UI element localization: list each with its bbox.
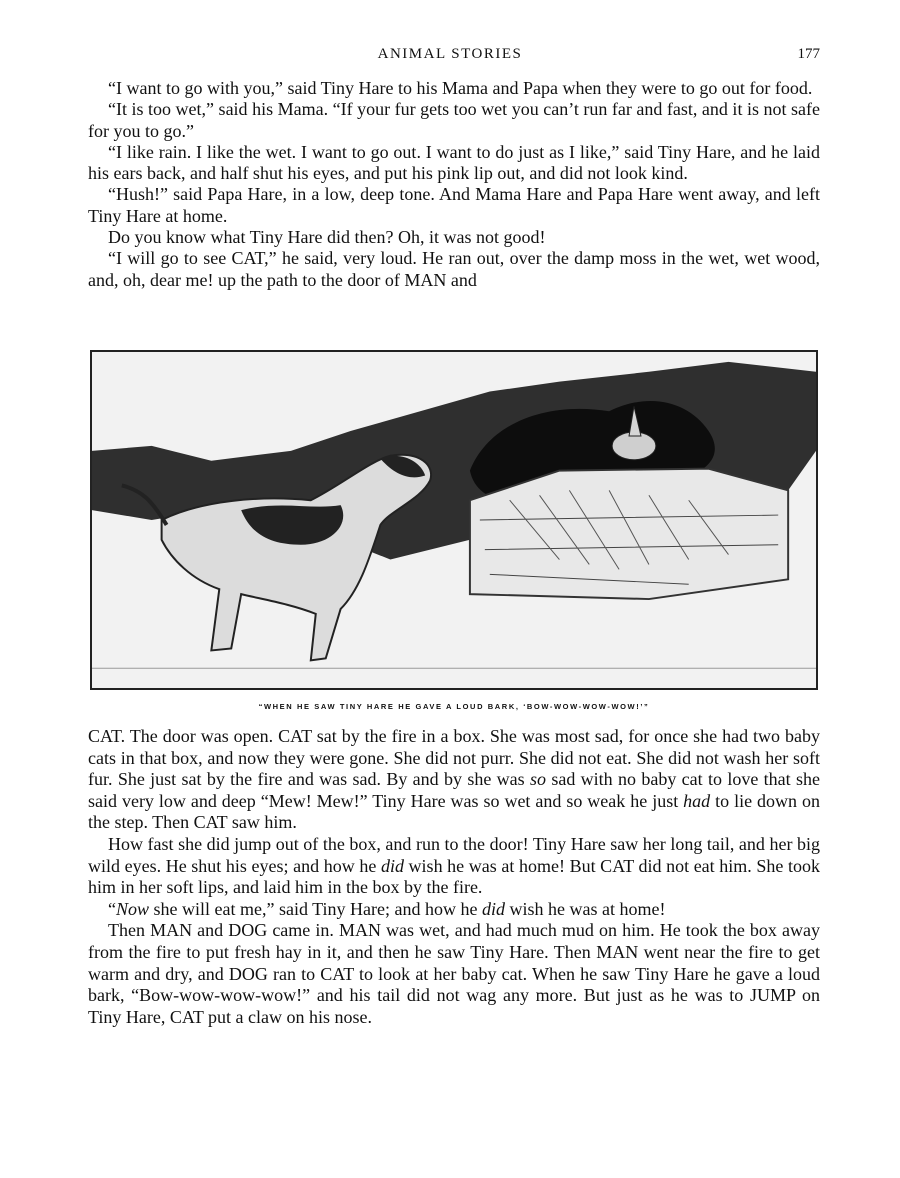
text-run: sad with no baby cat to love that she said very low and deep “Mew! Mew!” Tiny Hare was so wet and so weak he just [88, 769, 820, 811]
text-run: How fast she did jump out of the box, and run to the door! Tiny Hare saw her long tail, and her big wild eyes. He shut his eyes; and how he [88, 833, 820, 876]
illustration-drawing [92, 352, 816, 688]
emphasis: had [683, 790, 711, 811]
paragraph: “I want to go with you,” said Tiny Hare to his Mama and Papa when they were to go out for food. [108, 78, 813, 98]
paragraph: “Hush!” said Papa Hare, in a low, deep tone. And Mama Hare and Papa Hare went away, and left Tiny Hare at home. [88, 184, 820, 226]
paragraph: “It is too wet,” said his Mama. “If your fur gets too wet you can’t run far and fast, and it is not safe for you to go.” [88, 99, 820, 141]
text-run: CAT. The door was open. CAT sat by the fire in a box. She was most sad, for once she had two baby cats in that box, and now they were gone. She did not purr. She did not eat. She did not wash her soft fur. She just sat by the fire and was sad. By and by she was [88, 726, 820, 790]
text-run: to lie down on the step. Then CAT saw him. [88, 790, 820, 833]
paragraph: “I like rain. I like the wet. I want to go out. I want to do just as I like,” said Tiny Hare, and he laid his ears back, and half shut his eyes, and put his pink lip out, and did not look kind. [88, 141, 820, 184]
bottom-text-block [88, 726, 820, 1028]
emphasis: did [380, 855, 404, 876]
paragraph: Then MAN and DOG came in. MAN was wet, and had much mud on him. He took the box away from the fire to put fresh hay in it, and then he saw Tiny Hare. Then MAN went near the fire to get warm and dry, and DOG ran to CAT to look at her baby cat. When he saw Tiny Hare he gave a loud bark, “Bow-wow-wow-wow!” and his tail did not wag any more. But just as he was to JUMP on Tiny Hare, CAT put a claw on his nose. [88, 920, 820, 1027]
running-title: ANIMAL STORIES [377, 46, 523, 62]
text-run: wish he was at home! [504, 898, 666, 919]
illustration-dog-cat-hare [90, 350, 818, 690]
paragraph [88, 726, 820, 834]
paragraph: “I will go to see CAT,” he said, very loud. He ran out, over the damp moss in the wet, wet wood, and, oh, dear me! up the path to the door of MAN and [88, 248, 820, 290]
top-text-block [88, 78, 820, 291]
illustration-caption: “WHEN HE SAW TINY HARE HE GAVE A LOUD BARK, ‘BOW-WOW-WOW-WOW!’” [258, 702, 650, 711]
text-run: wish he was at home! But CAT did not eat him. She took him in her soft lips, and laid him in the box by the fire. [88, 855, 820, 898]
text-run: “ [108, 898, 116, 919]
paragraph [88, 899, 820, 921]
paragraph: Do you know what Tiny Hare did then? Oh, it was not good! [108, 227, 546, 248]
emphasis: so [529, 769, 546, 790]
page-number: 177 [797, 46, 820, 62]
paragraph [88, 834, 820, 899]
text-run: she will eat me,” said Tiny Hare; and how he [149, 898, 482, 919]
emphasis: did [481, 898, 505, 919]
emphasis: Now [116, 898, 150, 919]
